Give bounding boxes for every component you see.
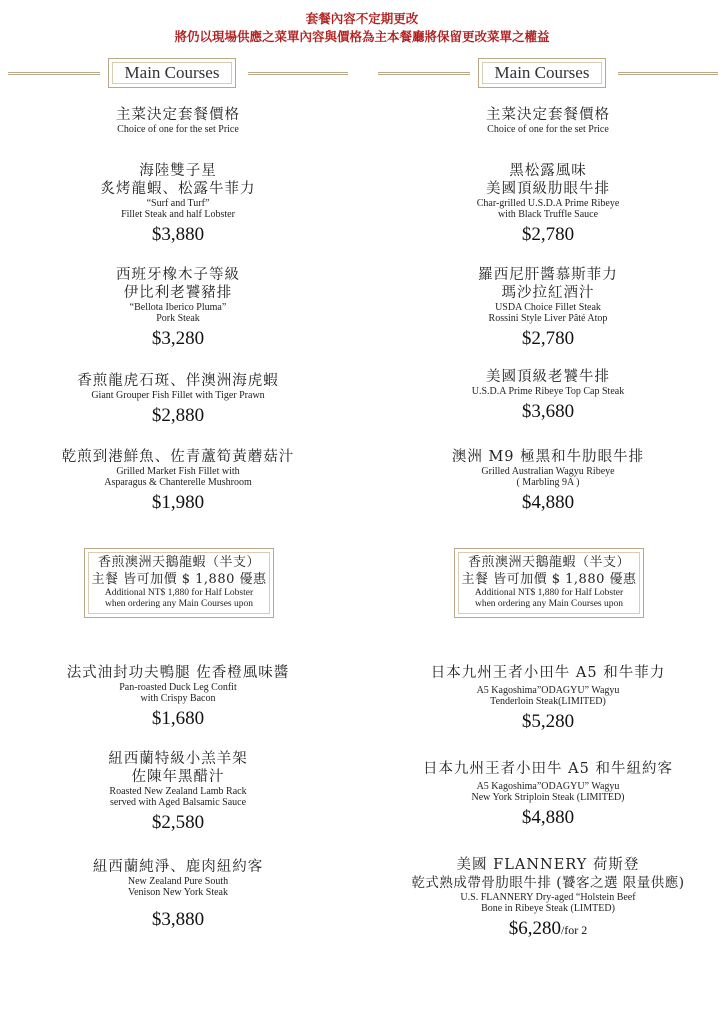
addon-offer: 主餐 皆可加價 $ 1,880 優惠 [91,572,267,587]
divider [8,72,100,75]
item-name-zh: 黑松露風味 [509,163,587,179]
item-price: $1,980 [151,492,205,513]
item-price: $2,580 [151,812,205,833]
item-name-en: Pan-roasted Duck Leg Confit [119,682,237,693]
item-name-zh: 西班牙橡木子等級 [116,267,240,283]
item-name-en: with Crispy Bacon [140,693,216,704]
menu-item [8,266,348,351]
menu-item [378,856,718,942]
item-name-zh: 法式油封功夫鴨腿 佐香橙風味醬 [66,665,290,681]
lobster-addon-box [454,548,644,618]
addon-offer: 主餐 皆可加價 $ 1,880 優惠 [461,572,637,587]
item-name-en: Rossini Style Liver Pâté Atop [488,313,608,324]
divider [248,72,348,75]
addon-title: 香煎澳洲天鵝龍蝦（半支） [467,555,630,570]
item-price: $3,880 [151,224,205,245]
addon-desc: when ordering any Main Courses upon [474,599,623,609]
menu-item [378,266,718,351]
menu-item [378,106,718,135]
item-name-en: A5 Kagoshima”ODAGYU” Wagyu [476,685,620,696]
item-name-zh: 日本九州王者小田牛 A5 和牛紐約客 [423,761,673,777]
item-name-en: Giant Grouper Fish Fillet with Tiger Prawn [91,390,265,401]
item-name-zh: 澳洲 M9 極黑和牛肋眼牛排 [451,449,645,465]
left-column [8,58,348,930]
right-column [378,58,718,939]
item-name-zh: 美國 FLANNERY 荷斯登 [456,857,640,873]
addon-desc: Additional NT$ 1,880 for Half Lobster [474,588,624,598]
item-price [378,917,718,942]
divider [378,72,470,75]
item-name-zh: 日本九州王者小田牛 A5 和牛菲力 [430,665,666,681]
item-name-zh: 香煎龍虎石斑、伴澳洲海虎蝦 [77,373,279,389]
menu-item [378,448,718,515]
section-heading [378,58,718,90]
item-price: $3,680 [521,401,575,422]
menu-item [8,664,348,731]
item-price: $3,280 [151,328,205,349]
menu-notice-line1: 套餐內容不定期更改 [305,11,419,26]
menu-item [8,448,348,515]
item-name-zh: 紐西蘭特級小羔羊架 [108,751,248,767]
divider [618,72,718,75]
item-name-zh: 佐陳年黑醋汁 [131,769,225,785]
section-title: Main Courses [478,58,606,88]
item-name-en: USDA Choice Fillet Steak [495,302,601,313]
menu-item [8,162,348,247]
item-name-en: U.S.D.A Prime Ribeye Top Cap Steak [471,386,625,397]
item-name-en: A5 Kagoshima”ODAGYU” Wagyu [476,781,620,792]
item-price: $1,680 [151,708,205,729]
item-name-en: served with Aged Balsamic Sauce [109,797,247,808]
item-name-en: Grilled Australian Wagyu Ribeye [481,466,615,477]
item-name-en: Fillet Steak and half Lobster [121,209,235,220]
item-price: $2,780 [521,224,575,245]
item-name-zh: 海陸雙子星 [139,163,217,179]
item-name-en: Grilled Market Fish Fillet with [116,466,240,477]
item-price: $2,780 [521,328,575,349]
item-price: $3,880 [151,909,205,930]
item-name-en: Choice of one for the set Price [117,124,239,135]
section-title: Main Courses [108,58,236,88]
item-name-zh: 乾式熟成帶骨肋眼牛排 (饕客之選 限量供應) [411,875,685,891]
menu-item [8,106,348,135]
item-price: $4,880 [521,492,575,513]
menu-item [8,858,348,932]
item-name-zh: 乾煎到港鮮魚、佐青蘆筍黃蘑菇汁 [61,449,295,465]
item-name-en: Tenderloin Steak(LIMITED) [490,696,606,707]
item-name-en: Bone in Ribeye Steak (LIMTED) [481,903,615,914]
menu-item [8,750,348,835]
item-name-zh: 羅西尼肝醬慕斯菲力 [478,267,618,283]
item-name-zh: 炙烤龍蝦、松露牛菲力 [100,181,256,197]
menu-item [378,162,718,247]
menu-item [378,368,718,424]
item-name-en: “Surf and Turf” [146,198,210,209]
item-name-en: U.S. FLANNERY Dry-aged “Holstein Beef [460,892,636,903]
menu-item [378,664,718,734]
item-name-en: ( Marbling 9A ) [516,477,580,488]
item-name-en: New Zealand Pure South [127,876,229,887]
item-name-en: “Bellota Iberico Pluma” [129,302,227,313]
section-heading [8,58,348,90]
item-name-en: New York Striploin Steak (LIMITED) [471,792,625,803]
item-name-zh: 瑪沙拉紅酒汁 [501,285,595,301]
item-price: $5,280 [521,711,575,732]
item-name-en: with Black Truffle Sauce [497,209,599,220]
item-name-en: Asparagus & Chanterelle Mushroom [104,477,252,488]
lobster-addon-box [84,548,274,618]
addon-desc: Additional NT$ 1,880 for Half Lobster [104,588,254,598]
item-name-zh: 主菜決定套餐價格 [486,107,610,123]
menu-item [378,760,718,830]
item-name-zh: 美國頂級老饕牛排 [486,369,610,385]
item-name-en: Roasted New Zealand Lamb Rack [109,786,247,797]
item-name-en: Venison New York Steak [128,887,228,898]
price-amount: $6,280 [508,918,561,939]
price-unit: /for 2 [560,923,588,937]
addon-title: 香煎澳洲天鵝龍蝦（半支） [97,555,260,570]
item-name-zh: 主菜決定套餐價格 [116,107,240,123]
item-name-en: Pork Steak [156,313,200,324]
item-price: $2,880 [151,405,205,426]
item-name-en: Choice of one for the set Price [487,124,609,135]
item-name-en: Char-grilled U.S.D.A Prime Ribeye [476,198,620,209]
menu-notice-line2: 將仍以現場供應之菜單內容與價格為主本餐廳將保留更改菜單之權益 [174,29,550,44]
item-price: $4,880 [521,807,575,828]
menu-item [8,372,348,428]
addon-desc: when ordering any Main Courses upon [104,599,253,609]
item-name-zh: 伊比利老饕豬排 [123,285,233,301]
item-name-zh: 紐西蘭純淨、鹿肉紐約客 [92,859,264,875]
item-name-zh: 美國頂級肋眼牛排 [486,181,610,197]
